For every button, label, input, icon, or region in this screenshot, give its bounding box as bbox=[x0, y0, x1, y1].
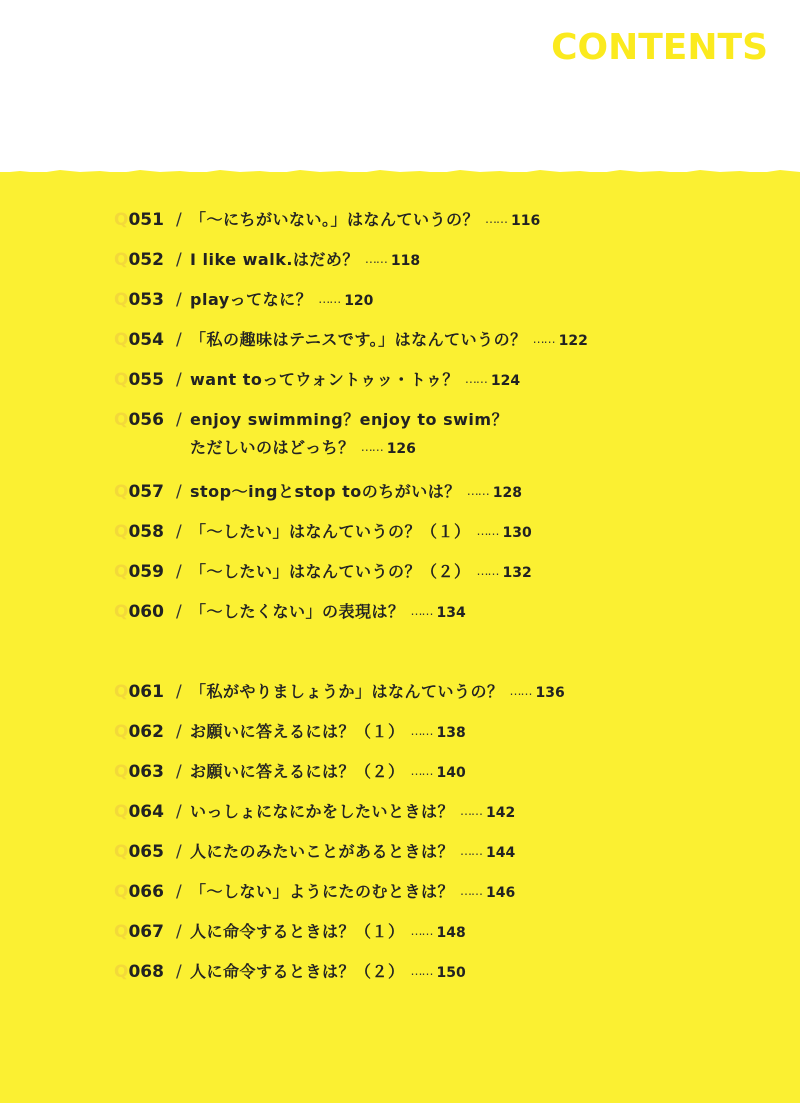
dot-leader: …… bbox=[460, 884, 483, 898]
toc-entry-056[interactable] bbox=[114, 407, 508, 430]
separator-slash: / bbox=[176, 290, 182, 310]
question-number bbox=[114, 882, 176, 902]
question-number bbox=[114, 762, 176, 782]
toc-entry-057[interactable] bbox=[114, 479, 522, 502]
page-number: 150 bbox=[436, 965, 466, 981]
page-number: 140 bbox=[436, 765, 466, 781]
page-number: 128 bbox=[492, 485, 523, 501]
toc-entry-066[interactable] bbox=[114, 879, 515, 902]
page-number: 118 bbox=[390, 253, 421, 269]
entry-title: 「～にちがいない。」はなんていうの？ bbox=[190, 210, 480, 229]
page-number: 122 bbox=[558, 333, 588, 349]
dot-leader: …… bbox=[485, 212, 508, 226]
question-number bbox=[114, 922, 176, 942]
q-digits: 067 bbox=[128, 922, 164, 942]
entry-title: want toってウォントゥッ・トゥ？ bbox=[190, 370, 459, 389]
toc-entry-063[interactable] bbox=[114, 759, 466, 782]
toc-entry-051[interactable] bbox=[114, 207, 540, 230]
page-number: 130 bbox=[502, 525, 532, 541]
question-number bbox=[114, 962, 176, 982]
page-number: 132 bbox=[502, 565, 532, 581]
separator-slash: / bbox=[176, 802, 182, 822]
toc-entry-053[interactable] bbox=[114, 287, 373, 310]
toc-entry-059[interactable] bbox=[114, 559, 532, 582]
separator-slash: / bbox=[176, 562, 182, 582]
separator-slash: / bbox=[176, 842, 182, 862]
separator-slash: / bbox=[176, 722, 182, 742]
page-number: 136 bbox=[535, 685, 565, 701]
dot-leader: …… bbox=[410, 764, 433, 778]
q-letter: Q bbox=[114, 522, 129, 542]
q-digits: 051 bbox=[128, 210, 164, 230]
q-digits: 068 bbox=[128, 962, 164, 982]
page-number: 116 bbox=[511, 213, 541, 229]
page-number: 124 bbox=[490, 373, 521, 389]
entry-title: enjoy swimming？enjoy to swim？ bbox=[190, 410, 509, 429]
dot-leader: …… bbox=[460, 844, 483, 858]
question-number bbox=[114, 210, 176, 230]
q-letter: Q bbox=[114, 290, 129, 310]
q-letter: Q bbox=[114, 762, 129, 782]
page-number: 144 bbox=[486, 845, 516, 861]
q-letter: Q bbox=[114, 210, 129, 230]
page-number: 120 bbox=[344, 293, 374, 309]
question-number bbox=[114, 410, 176, 430]
entry-title: stop～ingとstop toのちがいは？ bbox=[190, 482, 461, 501]
entry-title: 人に命令するときは？（１） bbox=[190, 922, 405, 941]
entry-title: お願いに答えるには？（１） bbox=[190, 722, 405, 741]
dot-leader: …… bbox=[476, 564, 499, 578]
toc-entry-058[interactable] bbox=[114, 519, 532, 542]
toc-entry-062[interactable] bbox=[114, 719, 466, 742]
page-number: 148 bbox=[436, 925, 466, 941]
separator-slash: / bbox=[176, 882, 182, 902]
dot-leader: …… bbox=[464, 372, 487, 386]
separator-slash: / bbox=[176, 210, 182, 230]
q-digits: 061 bbox=[128, 682, 164, 702]
separator-slash: / bbox=[176, 330, 182, 350]
question-number bbox=[114, 842, 176, 862]
entry-title: 「～しない」ようにたのむときは？ bbox=[190, 882, 455, 901]
toc-entry-068[interactable] bbox=[114, 959, 466, 982]
q-digits: 055 bbox=[128, 370, 164, 390]
separator-slash: / bbox=[176, 962, 182, 982]
toc-entry-060[interactable] bbox=[114, 599, 466, 622]
q-letter: Q bbox=[114, 482, 129, 502]
dot-leader: …… bbox=[364, 252, 387, 266]
toc-entry-056-line2[interactable] bbox=[190, 435, 416, 458]
separator-slash: / bbox=[176, 922, 182, 942]
entry-title: 「私の趣味はテニスです。」はなんていうの？ bbox=[190, 330, 527, 349]
q-letter: Q bbox=[114, 842, 129, 862]
dot-leader: …… bbox=[466, 484, 489, 498]
question-number bbox=[114, 290, 176, 310]
entry-title: playってなに？ bbox=[190, 290, 313, 309]
separator-slash: / bbox=[176, 250, 182, 270]
q-letter: Q bbox=[114, 330, 129, 350]
entry-title: お願いに答えるには？（２） bbox=[190, 762, 405, 781]
q-digits: 054 bbox=[128, 330, 164, 350]
entry-title: 「～したい」はなんていうの？（１） bbox=[190, 522, 471, 541]
toc-entry-061[interactable] bbox=[114, 679, 565, 702]
toc-entry-055[interactable] bbox=[114, 367, 520, 390]
q-digits: 057 bbox=[128, 482, 164, 502]
entry-title: 人にたのみたいことがあるときは？ bbox=[190, 842, 455, 861]
q-letter: Q bbox=[114, 882, 129, 902]
separator-slash: / bbox=[176, 602, 182, 622]
q-letter: Q bbox=[114, 562, 129, 582]
separator-slash: / bbox=[176, 522, 182, 542]
page-number: 138 bbox=[436, 725, 466, 741]
contents-title: CONTENTS bbox=[551, 27, 768, 68]
dot-leader: …… bbox=[410, 964, 433, 978]
q-letter: Q bbox=[114, 250, 129, 270]
q-digits: 065 bbox=[128, 842, 164, 862]
toc-entry-054[interactable] bbox=[114, 327, 588, 350]
page-number: 142 bbox=[486, 805, 516, 821]
entry-title: 「～したくない」の表現は？ bbox=[190, 602, 405, 621]
toc-entry-065[interactable] bbox=[114, 839, 515, 862]
question-number bbox=[114, 482, 176, 502]
separator-slash: / bbox=[176, 370, 182, 390]
q-digits: 052 bbox=[128, 250, 164, 270]
separator-slash: / bbox=[176, 682, 182, 702]
dot-leader: …… bbox=[509, 684, 532, 698]
page-number: 146 bbox=[486, 885, 516, 901]
dot-leader: …… bbox=[360, 440, 383, 454]
separator-slash: / bbox=[176, 762, 182, 782]
q-digits: 062 bbox=[128, 722, 164, 742]
dot-leader: …… bbox=[410, 604, 433, 618]
entry-title: 人に命令するときは？（２） bbox=[190, 962, 405, 981]
question-number bbox=[114, 562, 176, 582]
q-digits: 060 bbox=[128, 602, 164, 622]
dot-leader: …… bbox=[460, 804, 483, 818]
question-number bbox=[114, 250, 176, 270]
question-number bbox=[114, 802, 176, 822]
question-number bbox=[114, 722, 176, 742]
question-number bbox=[114, 682, 176, 702]
entry-title: 「私がやりましょうか」はなんていうの？ bbox=[190, 682, 504, 701]
dot-leader: …… bbox=[532, 332, 555, 346]
question-number bbox=[114, 602, 176, 622]
q-digits: 059 bbox=[128, 562, 164, 582]
page-number: 126 bbox=[386, 441, 416, 457]
entry-title: いっしょになにかをしたいときは？ bbox=[190, 802, 455, 821]
q-letter: Q bbox=[114, 602, 129, 622]
q-digits: 053 bbox=[128, 290, 164, 310]
dot-leader: …… bbox=[318, 292, 341, 306]
question-number bbox=[114, 522, 176, 542]
entry-title: I like walk.はだめ？ bbox=[190, 250, 359, 269]
q-letter: Q bbox=[114, 682, 129, 702]
q-digits: 064 bbox=[128, 802, 164, 822]
question-number bbox=[114, 330, 176, 350]
separator-slash: / bbox=[176, 482, 182, 502]
question-number bbox=[114, 370, 176, 390]
q-digits: 056 bbox=[128, 410, 164, 430]
q-digits: 066 bbox=[128, 882, 164, 902]
q-digits: 058 bbox=[128, 522, 164, 542]
toc-entry-067[interactable] bbox=[114, 919, 466, 942]
entry-title-continued: ただしいのはどっち？ bbox=[190, 438, 355, 457]
dot-leader: …… bbox=[410, 724, 433, 738]
q-letter: Q bbox=[114, 410, 129, 430]
q-letter: Q bbox=[114, 802, 129, 822]
dot-leader: …… bbox=[476, 524, 499, 538]
page-number: 134 bbox=[436, 605, 466, 621]
dot-leader: …… bbox=[410, 924, 433, 938]
q-letter: Q bbox=[114, 722, 129, 742]
q-letter: Q bbox=[114, 922, 129, 942]
q-letter: Q bbox=[114, 370, 129, 390]
q-digits: 063 bbox=[128, 762, 164, 782]
toc-entry-052[interactable] bbox=[114, 247, 420, 270]
toc-entry-064[interactable] bbox=[114, 799, 515, 822]
separator-slash: / bbox=[176, 410, 182, 430]
q-letter: Q bbox=[114, 962, 129, 982]
entry-title: 「～したい」はなんていうの？（２） bbox=[190, 562, 471, 581]
